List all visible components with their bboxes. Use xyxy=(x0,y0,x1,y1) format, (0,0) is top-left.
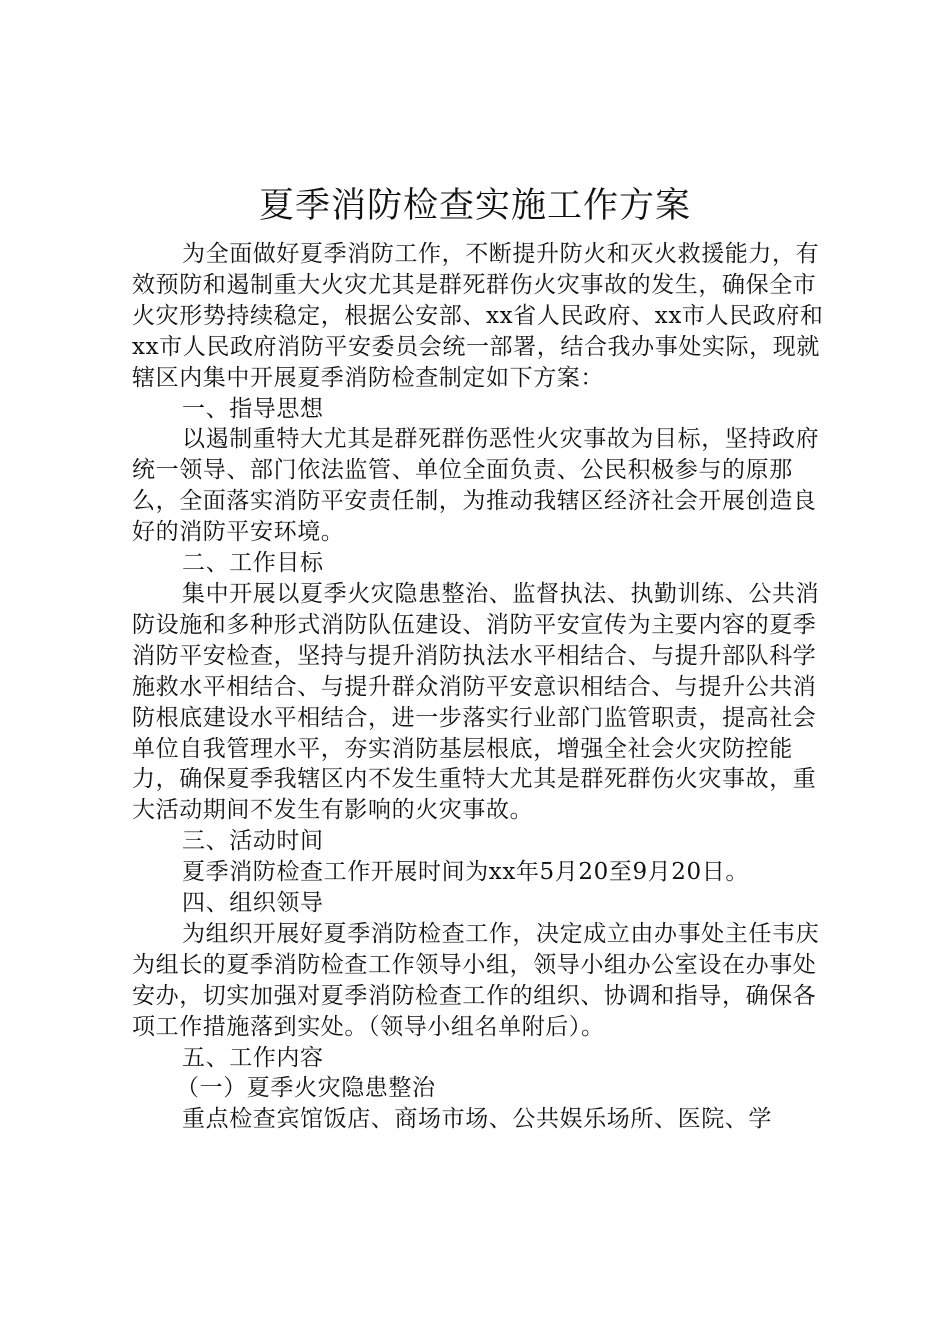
document-body xyxy=(132,239,832,1135)
organization-paragraph: 为组织开展好夏季消防检查工作，决定成立由办事处主任韦庆为组长的夏季消防检查工作领导小组，领导小组办公室设在办事处安办，切实加强对夏季消防检查工作的组织、协调和指导，确保各项工作措施落到实处。（领导小组名单附后）。 xyxy=(132,920,820,1040)
section-heading-work-content: 五、工作内容 xyxy=(182,1044,324,1071)
activity-time-paragraph: 夏季消防检查工作开展时间为xx年5月20至9月20日。 xyxy=(182,859,749,886)
hazard-rectification-paragraph: 重点检查宾馆饭店、商场市场、公共娱乐场所、医院、学 xyxy=(182,1106,772,1133)
section-heading-organization: 四、组织领导 xyxy=(182,890,324,917)
guiding-thought-paragraph: 以遏制重特大尤其是群死群伤恶性火灾事故为目标，坚持政府统一领导、部门依法监管、单位全面负责、公民积极参与的原那么，全面落实消防平安责任制，为推动我辖区经济社会开展创造良好的消防平安环境。 xyxy=(132,426,820,546)
section-heading-work-goal: 二、工作目标 xyxy=(182,550,324,577)
work-goal-paragraph: 集中开展以夏季火灾隐患整治、监督执法、执勤训练、公共消防设施和多种形式消防队伍建设、消防平安宣传为主要内容的夏季消防平安检查，坚持与提升消防执法水平相结合、与提升部队科学施救水平相结合、与提升群众消防平安意识相结合、与提升公共消防根底建设水平相结合，进一步落实行业部门监管职责，提高社会单位自我管理水平，夯实消防基层根底，增强全社会火灾防控能力，确保夏季我辖区内不发生重特大尤其是群死群伤火灾事故，重大活动期间不发生有影响的火灾事故。 xyxy=(132,580,820,824)
subsection-heading-hazard-rectification: （一）夏季火灾隐患整治 xyxy=(176,1075,436,1102)
section-heading-guiding-thought: 一、指导思想 xyxy=(182,395,324,422)
intro-paragraph: 为全面做好夏季消防工作，不断提升防火和灭火救援能力，有效预防和遏制重大火灾尤其是群死群伤火灾事故的发生，确保全市火灾形势持续稳定，根据公安部、xx省人民政府、xx市人民政府和xx市人民政府消防平安委员会统一部署，结合我办事处实际，现就辖区内集中开展夏季消防检查制定如下方案： xyxy=(132,241,824,391)
document-title: 夏季消防检查实施工作方案 xyxy=(258,186,691,226)
section-heading-activity-time: 三、活动时间 xyxy=(182,828,324,855)
